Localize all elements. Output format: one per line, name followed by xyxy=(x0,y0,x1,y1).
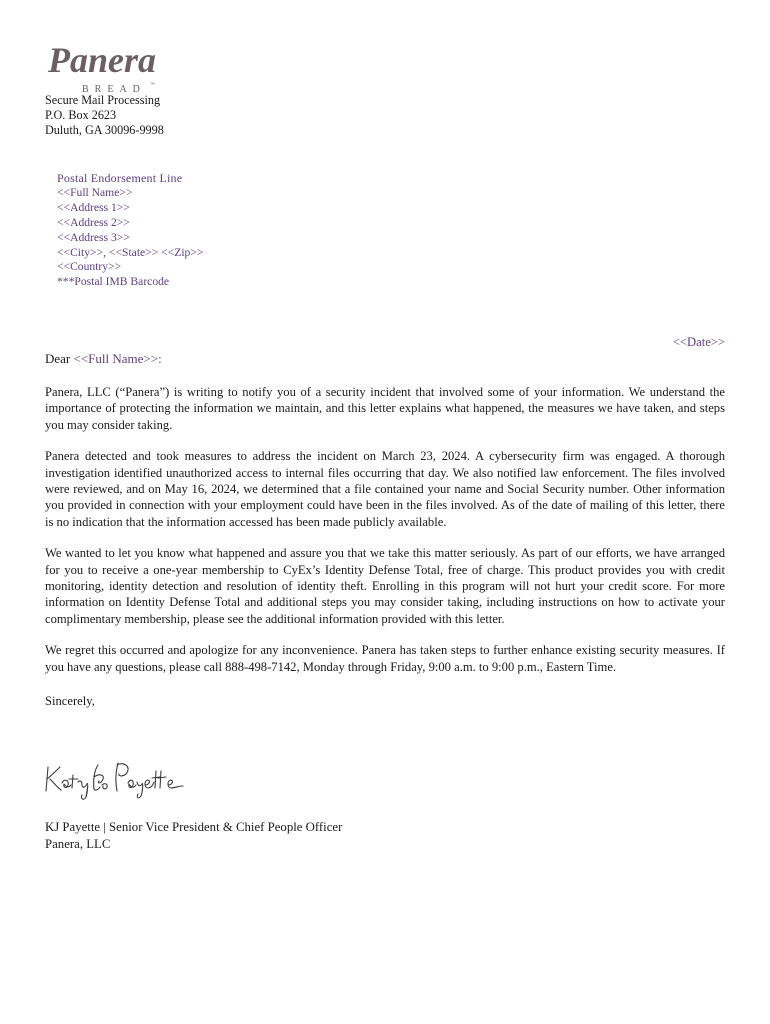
salutation xyxy=(45,351,162,367)
paragraph-apology: We regret this occurred and apologize for any inconvenience. Panera has taken steps to further enhance existing security measures. If you have any questions, please call 888-498-7142, Monday through Friday, 9:00 a.m. to 9:00 p.m., Eastern Time. xyxy=(45,643,725,674)
logo-trademark: ™ xyxy=(150,82,155,88)
paragraph-incident: Panera detected and took measures to address the incident on March 23, 2024. A cybersecurity firm was engaged. A thorough investigation identified unauthorized access to internal files occurring that day. We also notified law enforcement. The files involved were reviewed, and on May 16, 2024, we determined that a file contained your name and Social Security number. Other information you provided in connection with your employment could have been in the files involved. As of the date of mailing of this letter, there is no indication that the information accessed has been made publicly available. xyxy=(45,449,725,529)
handwritten-signature xyxy=(42,757,188,801)
recipient-country: <<Country>> xyxy=(57,260,122,274)
paragraph-offer: We wanted to let you know what happened and assure you that we take this matter seriously. As part of our efforts, we have arranged for you to receive a one-year membership to CyEx’s Identity Defense Total, free of charge. This product provides you with credit monitoring, identity detection and resolution of identity theft. Enrolling in this program will not hurt your credit score. For more information on Identity Defense Total and additional steps you may consider taking, including instructions on how to activate your complimentary membership, please see the additional information provided with this letter. xyxy=(45,546,725,626)
closing: Sincerely, xyxy=(45,694,95,709)
letter-date: <<Date>> xyxy=(672,335,725,349)
logo-wordmark: Panera xyxy=(48,40,156,80)
recipient-full-name: <<Full Name>> xyxy=(57,185,133,199)
recipient-address xyxy=(57,171,203,290)
recipient-address-1: <<Address 1>> xyxy=(57,200,130,214)
panera-bread-logo xyxy=(46,40,170,96)
recipient-city-state-zip: <<City>>, <<State>> <<Zip>> xyxy=(57,245,204,259)
salutation-prefix: Dear xyxy=(45,351,74,366)
return-address xyxy=(45,93,164,138)
return-address-line: Duluth, GA 30096-9998 xyxy=(45,123,164,137)
paragraph-intro: Panera, LLC (“Panera”) is writing to notify you of a security incident that involved some of your information. We understand the importance of protecting the information we maintain, and this letter explains what happened, the measures we have taken, and steps you may consider taking. xyxy=(45,385,725,432)
return-address-line: P.O. Box 2623 xyxy=(45,108,117,122)
logo-subtext: BREAD xyxy=(82,84,146,95)
postal-barcode-placeholder: ***Postal IMB Barcode xyxy=(57,275,170,289)
recipient-address-3: <<Address 3>> xyxy=(57,230,130,244)
letter-body xyxy=(45,384,725,725)
recipient-address-2: <<Address 2>> xyxy=(57,215,130,229)
signer-company: Panera, LLC xyxy=(45,836,111,851)
postal-endorsement-line: Postal Endorsement Line xyxy=(57,171,183,185)
salutation-name: <<Full Name>>: xyxy=(73,351,162,366)
return-address-line: Secure Mail Processing xyxy=(45,93,161,107)
signature-block xyxy=(45,819,342,852)
signer-name-title: KJ Payette | Senior Vice President & Chief People Officer xyxy=(45,820,343,834)
